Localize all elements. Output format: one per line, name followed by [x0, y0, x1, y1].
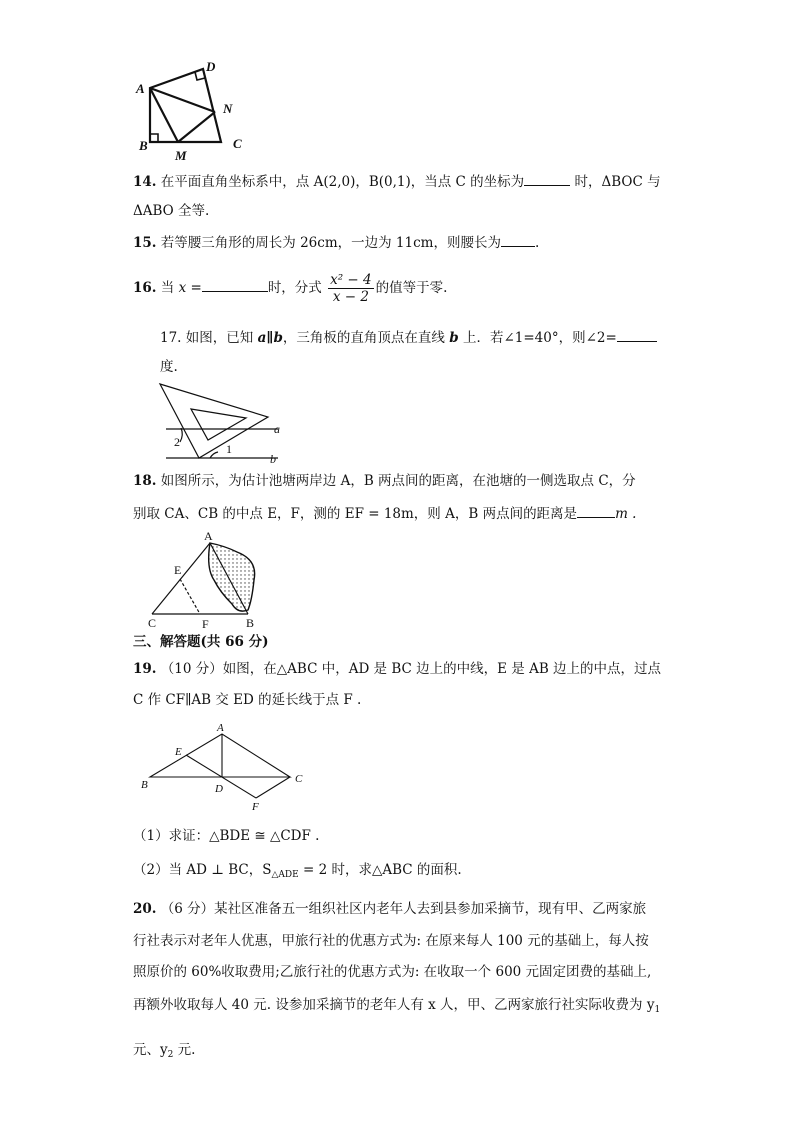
angle-2-arc — [180, 428, 182, 442]
question-number: 17. — [160, 330, 182, 346]
question-20 — [133, 899, 646, 919]
question-text: 元. — [173, 1042, 196, 1058]
segment-mn — [178, 112, 215, 142]
subscript: 1 — [654, 1005, 661, 1015]
question-text: 的值等于零. — [375, 280, 448, 296]
label-d: D — [215, 783, 223, 795]
question-20-line4 — [133, 995, 660, 1020]
question-text: ，三角板的直角顶点在直线 — [282, 330, 445, 346]
variable-x: x = — [178, 280, 202, 296]
line-b: b — [449, 330, 459, 346]
question-text: 再额外收取每人 40 元. 设参加采摘节的老年人有 x 人，甲、乙两家旅行社实际收费为 y — [133, 997, 655, 1013]
question-18 — [133, 471, 636, 491]
figure-triangle-abc — [135, 722, 310, 814]
question-text: （10 分）如图，在△ABC 中，AD 是 BC 边上的中线，E 是 AB 边上的中点，过点 — [160, 661, 662, 677]
question-text: 在平面直角坐标系中，点 A(2,0)，B(0,1)，当点 C 的坐标为 — [160, 174, 525, 190]
question-text: （6 分）某社区准备五一组织社区内老年人去到县参加采摘节，现有甲、乙两家旅 — [160, 901, 647, 917]
segment-ca — [152, 543, 210, 614]
label-b: B — [141, 779, 148, 791]
fraction-numerator: x² − 4 — [330, 272, 372, 288]
figure-quadrilateral-abcd — [133, 58, 253, 163]
question-text: 别取 CA、CB 的中点 E，F，测的 EF = 18m，则 A，B 两点间的距离是 — [133, 506, 578, 522]
label-a: A — [136, 81, 145, 96]
question-text: 元、y — [133, 1042, 168, 1058]
label-e: E — [174, 563, 182, 577]
fraction — [328, 272, 374, 305]
quad-outline — [150, 69, 221, 142]
label-c: C — [295, 773, 303, 785]
section-title: 三、解答题(共 66 分) — [133, 634, 269, 650]
fraction-denominator: x − 2 — [332, 289, 369, 305]
label-e: E — [175, 746, 182, 758]
label-c: C — [148, 616, 157, 630]
right-angle-b — [150, 134, 158, 142]
question-text: . — [534, 235, 540, 251]
question-text: 如图所示，为估计池塘两岸边 A，B 两点间的距离，在池塘的一侧选取点 C，分 — [160, 473, 636, 489]
question-number: 14. — [133, 174, 157, 190]
question-text: m . — [615, 506, 637, 522]
label-c: C — [233, 136, 242, 151]
question-17-line2: 度. — [160, 359, 178, 375]
label-1: 1 — [226, 442, 232, 456]
label-m: M — [175, 148, 187, 163]
label-f: F — [252, 801, 259, 813]
question-16 — [133, 268, 447, 308]
segment-cf — [256, 777, 290, 798]
parallel-ab: a∥b — [257, 330, 283, 346]
label-a: a — [274, 422, 280, 436]
question-14 — [133, 171, 661, 192]
question-19-line2: C 作 CF∥AB 交 ED 的延长线于点 F . — [133, 692, 362, 708]
question-number: 15. — [133, 235, 157, 251]
question-number: 18. — [133, 473, 157, 489]
question-text: 当 — [160, 280, 175, 296]
label-b: B — [139, 138, 148, 153]
label-a: A — [204, 530, 213, 543]
segment-ef — [180, 579, 200, 614]
question-14-line2: ΔABO 全等. — [133, 203, 210, 219]
question-number: 19. — [133, 661, 157, 677]
question-text: 时，分式 — [267, 280, 322, 296]
answer-blank[interactable] — [577, 503, 615, 518]
question-text: 时，ΔBOC 与 — [574, 174, 661, 190]
label-a: A — [217, 722, 224, 734]
label-b: B — [246, 616, 255, 630]
question-19-part2 — [133, 860, 462, 885]
question-17 — [160, 327, 657, 348]
question-20-line3: 照原价的 60%收取费用;乙旅行社的优惠方式为: 在收取一个 600 元固定团费的基础上, — [133, 964, 652, 980]
label-d: D — [206, 59, 216, 74]
question-20-line5 — [133, 1040, 195, 1065]
triangle-abc — [150, 734, 290, 777]
answer-blank[interactable] — [202, 277, 268, 292]
label-b: b — [270, 452, 276, 465]
question-number: 16. — [133, 280, 157, 296]
figure-pond — [140, 530, 270, 630]
question-20-line2: 行社表示对老年人优惠，甲旅行社的优惠方式为: 在原来每人 100 元的基础上，每人按 — [133, 933, 649, 949]
subscript: 2 — [167, 1050, 174, 1060]
question-text: 如图，已知 — [185, 330, 254, 346]
label-2: 2 — [174, 435, 180, 449]
answer-blank[interactable] — [617, 327, 657, 342]
answer-blank[interactable] — [524, 171, 570, 186]
subscript: △ADE — [271, 870, 299, 880]
question-text: = 2 时，求△ABC 的面积. — [298, 862, 462, 878]
question-18-line2 — [133, 503, 636, 524]
figure-triangle-ruler — [158, 380, 293, 465]
label-n: N — [223, 101, 233, 116]
answer-blank[interactable] — [501, 232, 535, 247]
question-text: 上．若∠1=40°，则∠2= — [462, 330, 617, 346]
question-text: （2）当 AD ⊥ BC，S — [133, 862, 272, 878]
question-text: 若等腰三角形的周长为 26cm，一边为 11cm，则腰长为 — [160, 235, 501, 251]
angle-1-arc — [210, 452, 218, 458]
question-19 — [133, 659, 661, 679]
label-f: F — [202, 617, 209, 630]
question-15 — [133, 232, 539, 253]
question-number: 20. — [133, 901, 157, 917]
question-19-part1: （1）求证：△BDE ≅ △CDF . — [133, 828, 320, 844]
